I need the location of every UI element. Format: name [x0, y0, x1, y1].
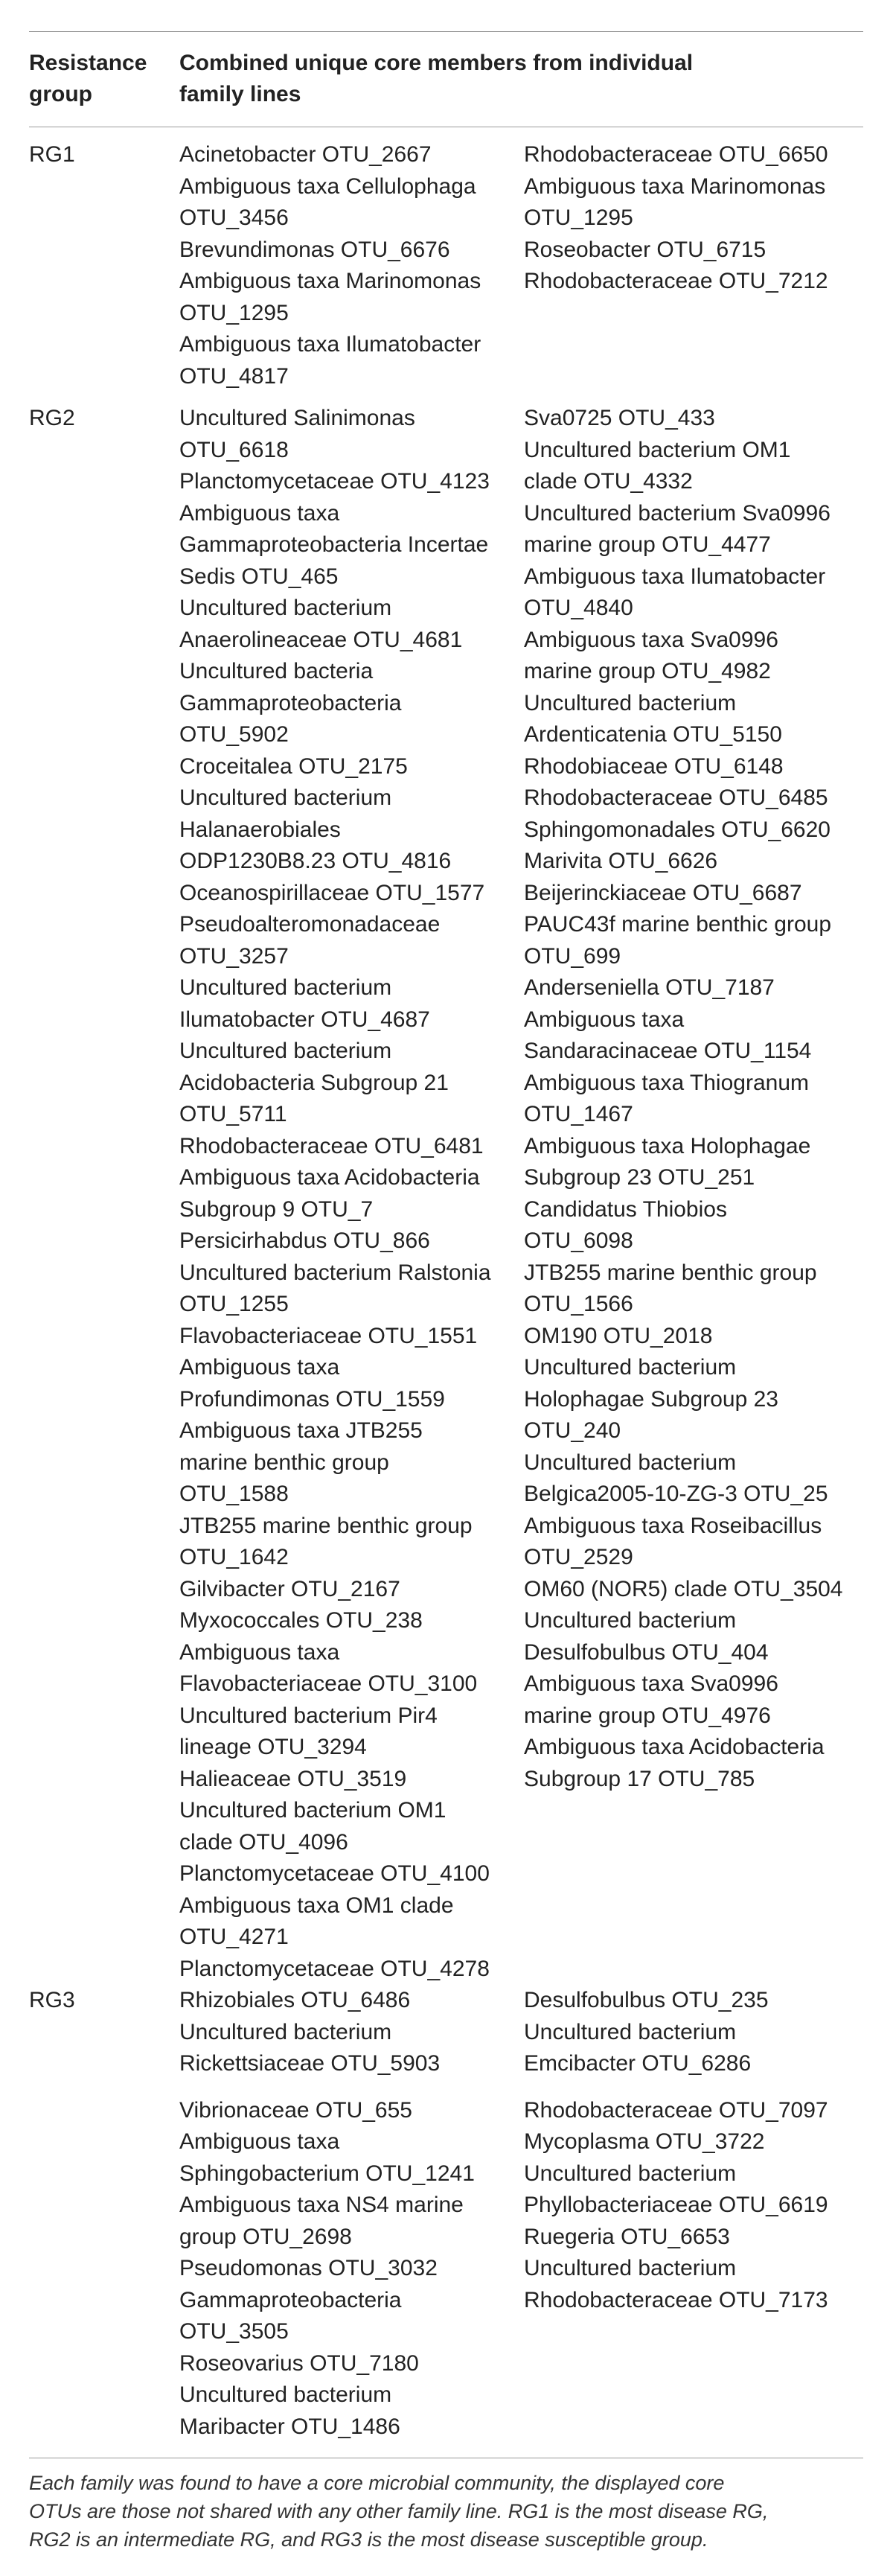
otu-entry: Uncultured bacterium [179, 2019, 392, 2044]
otu-entry: Ambiguous taxa Acidobacteria [524, 1735, 825, 1759]
otu-entry: Uncultured bacterium OM1 [179, 1798, 446, 1823]
otu-entry: OTU_5711 [179, 1102, 287, 1126]
core-members-cell [179, 2095, 524, 2443]
otu-entry: Ambiguous taxa Marinomonas [179, 269, 481, 293]
otu-entry: Marivita OTU_6626 [524, 849, 718, 873]
otu-entry: Ambiguous taxa Ilumatobacter [524, 564, 826, 589]
header-core-members: Combined unique core members from individual family lines [179, 51, 694, 106]
otu-entry: Ambiguous taxa [524, 1007, 685, 1032]
otu-entry: OTU_5902 [179, 722, 289, 747]
otu-entry: OTU_4817 [179, 363, 289, 389]
otu-entry: Planctomycetaceae OTU_4100 [179, 1861, 490, 1886]
otu-entry: Ambiguous taxa OM1 clade [179, 1893, 454, 1918]
otu-entry: OTU_3456 [179, 205, 289, 230]
otu-entry: Ambiguous taxa Roseibacillus [524, 1513, 822, 1538]
otu-entry: OTU_2529 [524, 1545, 633, 1569]
otu-entry: Sphingomonadales OTU_6620 [524, 817, 830, 842]
otu-entry: Sva0725 OTU_433 [524, 406, 715, 430]
core-members-cell [524, 1985, 863, 2080]
table [29, 0, 863, 2554]
otu-entry: Ruegeria OTU_6653 [524, 2224, 730, 2249]
otu-entry: Beijerinckiaceae OTU_6687 [524, 880, 802, 905]
otu-entry: Ambiguous taxa Holophagae [524, 1133, 811, 1158]
otu-entry: Anaerolineaceae OTU_4681 [179, 627, 463, 652]
otu-entry: Uncultured bacterium [524, 1355, 737, 1380]
otu-entry: JTB255 marine benthic group [524, 1260, 817, 1285]
otu-entry: Roseobacter OTU_6715 [524, 237, 766, 262]
otu-entry: Vibrionaceae OTU_655 [179, 2097, 412, 2123]
otu-entry: Flavobacteriaceae OTU_3100 [179, 1671, 478, 1696]
otu-entry: OTU_1566 [524, 1292, 633, 1316]
otu-entry: Uncultured bacterium Ralstonia [179, 1260, 491, 1285]
otu-entry: OM190 OTU_2018 [524, 1323, 713, 1348]
otu-entry: Pseudomonas OTU_3032 [179, 2256, 438, 2280]
otu-entry: Gammaproteobacteria Incertae [179, 532, 489, 557]
table-footnote: Each family was found to have a core microbial community, the displayed core OTUs are those not shared with any other family line. RG1 is the most disease RG, RG2 is an intermediate RG, and RG3 is the most disease susceptible group. [29, 2472, 769, 2551]
table-row [29, 127, 863, 403]
resistance-group-cell [29, 2095, 179, 2443]
otu-entry: Ambiguous taxa Sva0996 [524, 1671, 778, 1696]
otu-entry: Brevundimonas OTU_6676 [179, 237, 450, 262]
otu-entry: Ambiguous taxa Acidobacteria [179, 1165, 480, 1190]
otu-entry: Ambiguous taxa JTB255 [179, 1418, 423, 1443]
otu-entry: JTB255 marine benthic group [179, 1513, 473, 1538]
otu-entry: Ambiguous taxa [179, 2129, 340, 2154]
otu-entry: Candidatus Thiobios [524, 1196, 727, 1222]
otu-entry: OTU_6098 [524, 1228, 633, 1253]
otu-entry: Ambiguous taxa Marinomonas [524, 173, 826, 199]
otu-entry: Ambiguous taxa Sva0996 [524, 627, 778, 652]
otu-entry: Ardenticatenia OTU_5150 [524, 722, 782, 747]
otu-entry: Uncultured bacterium [524, 2161, 737, 2186]
otu-entry: Holophagae Subgroup 23 [524, 1386, 778, 1412]
otu-entry: Oceanospirillaceae OTU_1577 [179, 880, 485, 905]
otu-entry: Uncultured bacterium [179, 975, 392, 1000]
otu-entry: OTU_3505 [179, 2319, 289, 2344]
otu-entry: Halanaerobiales [179, 817, 341, 842]
otu-entry: Uncultured bacterium [524, 2019, 737, 2044]
otu-entry: Subgroup 23 OTU_251 [524, 1165, 755, 1190]
otu-entry: Sandaracinaceae OTU_1154 [524, 1039, 812, 1063]
otu-entry: marine group OTU_4976 [524, 1703, 771, 1728]
otu-entry: Ambiguous taxa [179, 1355, 340, 1380]
otu-entry: Croceitalea OTU_2175 [179, 753, 408, 779]
table-header [29, 32, 863, 127]
otu-entry: Uncultured bacterium [179, 596, 392, 620]
otu-entry: Uncultured bacterium OM1 [524, 437, 791, 462]
otu-entry: OM60 (NOR5) clade OTU_3504 [524, 1576, 843, 1601]
otu-entry: Rhodobacteraceae OTU_6481 [179, 1133, 484, 1158]
otu-entry: OTU_1467 [524, 1102, 633, 1126]
otu-entry: clade OTU_4332 [524, 469, 693, 494]
otu-entry: clade OTU_4096 [179, 1829, 348, 1855]
otu-entry: Ambiguous taxa Cellulophaga [179, 173, 476, 199]
table-row [29, 403, 863, 1985]
otu-entry: Rhodobacteraceae OTU_7212 [524, 269, 828, 293]
otu-entry: Uncultured bacterium [179, 2382, 392, 2407]
otu-entry: Acinetobacter OTU_2667 [179, 142, 432, 167]
otu-entry: Sedis OTU_465 [179, 564, 339, 589]
otu-entry: Pseudoalteromonadaceae [179, 912, 441, 937]
otu-entry: Halieaceae OTU_3519 [179, 1766, 407, 1791]
otu-entry: marine group OTU_4477 [524, 532, 771, 557]
otu-entry: Ambiguous taxa Thiogranum [524, 1070, 809, 1095]
otu-entry: Acidobacteria Subgroup 21 [179, 1070, 449, 1095]
otu-entry: Uncultured bacterium Sva0996 [524, 500, 830, 526]
core-members-cell [179, 139, 524, 392]
otu-entry: ODP1230B8.23 OTU_4816 [179, 849, 452, 873]
core-members-cell [524, 139, 863, 392]
otu-entry: Rhodobacteraceae OTU_6650 [524, 142, 828, 167]
otu-entry: Roseovarius OTU_7180 [179, 2350, 419, 2376]
otu-entry: Rhodobiaceae OTU_6148 [524, 753, 784, 779]
otu-entry: Uncultured bacterium [179, 785, 392, 810]
otu-entry: OTU_1588 [179, 1482, 289, 1506]
resistance-group-cell: RG3 [29, 1988, 75, 2012]
otu-entry: Ambiguous taxa [179, 500, 340, 526]
otu-entry: Gammaproteobacteria [179, 2287, 402, 2312]
otu-entry: Flavobacteriaceae OTU_1551 [179, 1323, 478, 1348]
otu-entry: Rhodobacteraceae OTU_7097 [524, 2097, 828, 2123]
core-members-cell [179, 1985, 524, 2080]
otu-entry: Uncultured bacterium [524, 690, 737, 715]
otu-entry: Subgroup 17 OTU_785 [524, 1766, 755, 1791]
otu-entry: OTU_6618 [179, 437, 289, 462]
resistance-group-cell: RG2 [29, 406, 75, 430]
otu-entry: OTU_1642 [179, 1545, 289, 1569]
otu-entry: Ilumatobacter OTU_4687 [179, 1007, 430, 1032]
otu-entry: OTU_1295 [524, 205, 633, 230]
otu-entry: OTU_699 [524, 943, 621, 969]
otu-entry: Rickettsiaceae OTU_5903 [179, 2051, 441, 2076]
otu-entry: Desulfobulbus OTU_404 [524, 1639, 769, 1665]
otu-entry: OTU_3257 [179, 943, 289, 969]
otu-entry: OTU_4840 [524, 596, 633, 620]
otu-entry: OTU_1255 [179, 1292, 289, 1316]
otu-entry: Anderseniella OTU_7187 [524, 975, 775, 1000]
otu-entry: Desulfobulbus OTU_235 [524, 1988, 769, 2012]
otu-entry: OTU_240 [524, 1418, 621, 1443]
otu-entry: group OTU_2698 [179, 2224, 352, 2249]
otu-entry: Maribacter OTU_1486 [179, 2414, 400, 2439]
core-members-cell [524, 2095, 863, 2443]
otu-entry: OTU_1295 [179, 300, 289, 325]
otu-entry: Uncultured bacterium [524, 1450, 737, 1475]
otu-entry: lineage OTU_3294 [179, 1735, 367, 1759]
otu-entry: Uncultured bacterium [179, 1039, 392, 1063]
otu-entry: Persicirhabdus OTU_866 [179, 1228, 430, 1253]
otu-entry: Uncultured bacterium Pir4 [179, 1703, 438, 1728]
table-row [29, 2085, 863, 2458]
otu-entry: marine benthic group [179, 1450, 389, 1475]
otu-entry: Myxococcales OTU_238 [179, 1608, 423, 1633]
otu-entry: marine group OTU_4982 [524, 659, 771, 683]
otu-entry: Rhodobacteraceae OTU_6485 [524, 785, 828, 810]
otu-entry: Ambiguous taxa [179, 1639, 340, 1665]
otu-entry: Profundimonas OTU_1559 [179, 1386, 445, 1412]
otu-entry: Phyllobacteriaceae OTU_6619 [524, 2193, 828, 2217]
otu-entry: Gammaproteobacteria [179, 690, 402, 715]
core-members-cell [524, 403, 863, 1985]
otu-entry: Uncultured bacterium [524, 2256, 737, 2280]
core-members-cell [179, 403, 524, 1985]
otu-entry: Rhodobacteraceae OTU_7173 [524, 2287, 828, 2312]
otu-entry: Belgica2005-10-ZG-3 OTU_25 [524, 1482, 828, 1506]
otu-entry: PAUC43f marine benthic group [524, 912, 831, 937]
otu-entry: Ambiguous taxa Ilumatobacter [179, 332, 481, 357]
resistance-group-cell: RG1 [29, 142, 75, 167]
otu-entry: Subgroup 9 OTU_7 [179, 1196, 374, 1222]
otu-entry: Uncultured bacterium [524, 1608, 737, 1633]
otu-entry: Gilvibacter OTU_2167 [179, 1576, 400, 1601]
otu-entry: Uncultured Salinimonas [179, 406, 415, 430]
otu-entry: Rhizobiales OTU_6486 [179, 1988, 411, 2012]
table-row [29, 1985, 863, 2085]
otu-entry: Planctomycetaceae OTU_4278 [179, 1956, 490, 1981]
otu-entry: Mycoplasma OTU_3722 [524, 2129, 765, 2154]
otu-entry: Planctomycetaceae OTU_4123 [179, 469, 490, 494]
otu-entry: Emcibacter OTU_6286 [524, 2051, 752, 2076]
header-resistance-group: Resistance group [29, 51, 147, 106]
otu-entry: Sphingobacterium OTU_1241 [179, 2161, 475, 2186]
otu-entry: Uncultured bacteria [179, 659, 374, 683]
otu-entry: Ambiguous taxa NS4 marine [179, 2193, 464, 2217]
otu-entry: OTU_4271 [179, 1925, 289, 1949]
